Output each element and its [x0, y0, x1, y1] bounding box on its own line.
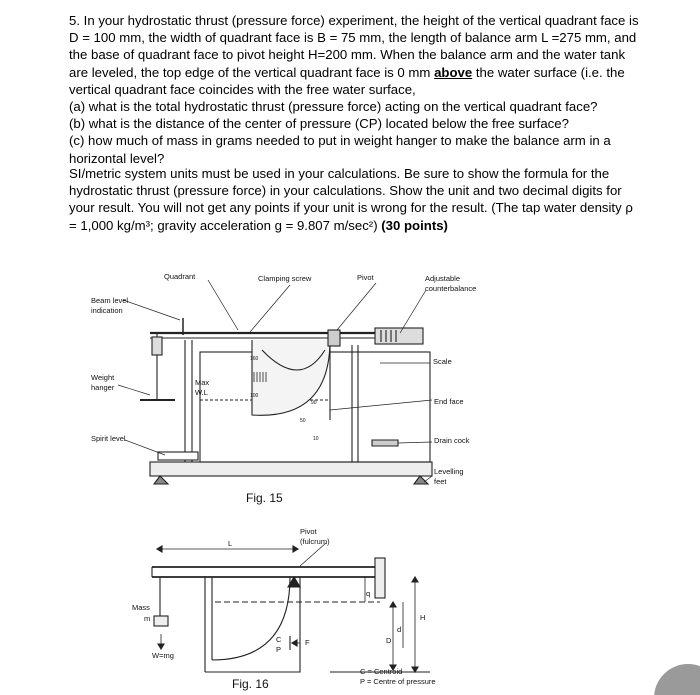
fig16-label-q: q — [366, 589, 371, 598]
above-emphasis: above — [434, 64, 473, 80]
fig15-drawing — [118, 280, 432, 484]
drain-cock — [372, 440, 398, 446]
levelling-foot-left — [154, 476, 168, 484]
fig16-label-w: W=mg — [152, 651, 174, 660]
question-intro: 5. In your hydrostatic thrust (pressure force) experiment, the height of the vertical quadrant face is D = 100 mm, the width of quadrant face is B = 75 mm, the length of balance arm L =275 mm, and the base of quadrant face to pivot height H=200 mm. When the balance arm and the water tank are leveled, the top edge of the vertical quadrant face is 0 mm — [69, 13, 639, 80]
label-drain-cock: Drain cock — [434, 436, 470, 445]
label-adjustable: Adjustable — [425, 274, 461, 283]
label-beam-level: Beam level — [91, 296, 129, 305]
label-clamping-screw: Clamping screw — [258, 274, 312, 283]
label-max: Max — [195, 378, 210, 387]
fig16-drawing — [152, 543, 430, 672]
fig16-label-fulcrum: (fulcrum) — [300, 537, 330, 546]
label-end-face: End face — [434, 397, 464, 406]
label-weight: Weight — [91, 373, 115, 382]
label-scale: Scale — [433, 357, 452, 366]
fig16-label-h: H — [420, 613, 426, 622]
fig16-label-D: D — [386, 636, 392, 645]
tick-160: 160 — [250, 356, 259, 362]
spirit-level — [158, 452, 198, 460]
fig16-mass — [154, 616, 168, 626]
instructions-body: SI/metric system units must be used in your calculations. Be sure to show the formula for the hydrostatic thrust (pressure force) in your calculations. Show the unit and two decimal digits for your result. You will not get any points if your unit is wrong for the result. (The tap water density ρ = 1,000 kg/m³; gravity acceleration g = 9.807 m/sec²) — [69, 166, 633, 233]
fig16-label-L: L — [228, 539, 233, 548]
pivot-support — [328, 330, 340, 346]
label-hanger: hanger — [91, 383, 115, 392]
tick-50: 50 — [300, 418, 306, 424]
label-wl: W.L — [195, 388, 208, 397]
part-c: (c) how much of mass in grams needed to put in weight hanger to make the balance arm in a horizontal level? — [69, 133, 611, 166]
part-a: (a) what is the total hydrostatic thrust (pressure force) acting on the vertical quadrant face? — [69, 99, 598, 115]
fig16-label-d-small: d — [397, 625, 402, 634]
label-pivot: Pivot — [357, 273, 374, 282]
base-plate — [150, 462, 432, 476]
label-spirit-level: Spirit level — [91, 434, 126, 443]
floating-action-circle[interactable] — [654, 664, 700, 695]
fig16-label-m: m — [144, 614, 151, 623]
points-label: (30 points) — [381, 217, 448, 233]
label-counterbalance: counterbalance — [425, 284, 477, 293]
label-levelling: Levelling — [434, 467, 464, 476]
fig15-caption: Fig. 15 — [246, 491, 283, 505]
label-indication: indication — [91, 306, 123, 315]
hanger-top — [152, 337, 162, 355]
counterbalance-block — [375, 328, 423, 344]
fig16-caption: Fig. 16 — [232, 677, 269, 691]
fig16-label-c: C — [276, 635, 282, 644]
fig16-label-mass: Mass — [132, 603, 150, 612]
fig16-label-f: F — [305, 638, 310, 647]
fig16-counter — [375, 558, 385, 598]
part-b: (b) what is the distance of the center of pressure (CP) located below the free surface? — [69, 116, 569, 132]
fig16-legend-c: C = Centroid — [360, 667, 403, 676]
label-quadrant: Quadrant — [164, 272, 196, 281]
tick-100: 100 — [250, 393, 259, 399]
fig16-label-p: P — [276, 645, 282, 654]
label-feet: feet — [434, 477, 447, 486]
levelling-foot-right — [414, 476, 428, 484]
fig16-legend-p: P = Centre of pressure — [360, 677, 436, 686]
question-intro-tail: the water surface (i.e. the vertical quadrant face coincides with the free water surface, — [69, 64, 625, 97]
tick-90: 90 — [311, 400, 317, 406]
fig16-label-pivot: Pivot — [300, 527, 317, 536]
tick-10: 10 — [313, 436, 319, 442]
